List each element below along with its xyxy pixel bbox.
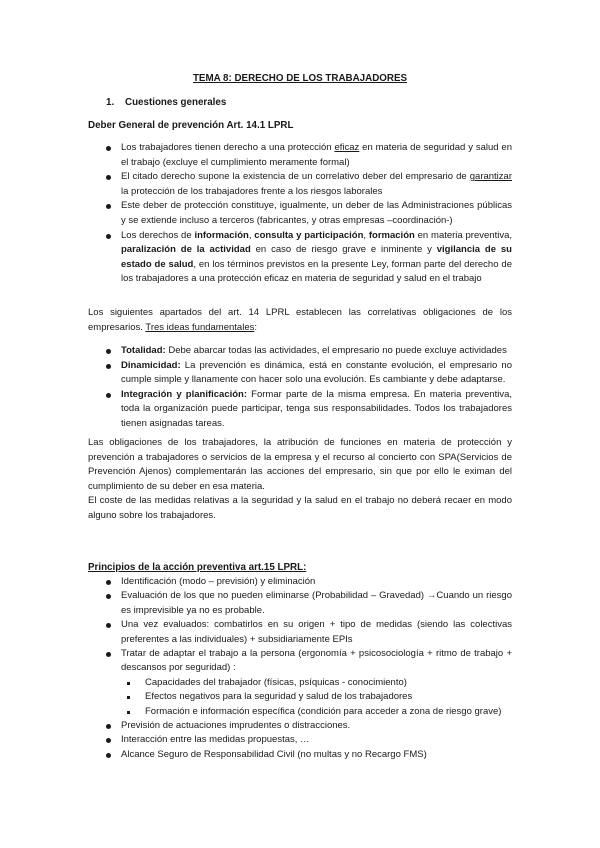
text-span: en materia de seguridad y salud en el trabajo (excluye el cumplimiento meramente formal) <box>121 142 512 168</box>
bold-text: Totalidad: <box>121 345 166 356</box>
paragraph: Las obligaciones de los trabajadores, la atribución de funciones en materia de protección y prevención a trabajadores o servicios de la empresa y el recurso al concierto con SPA(Servicios de Prevención Ajenos) complementarán las acciones del empresario, sin que por ello le eximan del cumplimiento de su deber en esa materia. <box>88 437 512 492</box>
list-item: Este deber de protección constituye, igualmente, un deber de las Administraciones públicas y se extiende incluso a terceros (fabricantes, y otras empresas –coordinación-) <box>103 199 512 228</box>
list-item: Alcance Seguro de Responsabilidad Civil (no multas y no Recargo FMS) <box>103 748 512 762</box>
text-span: , en los términos previstos en la presente Ley, forman parte del derecho de los trabajadores a una protección eficaz en materia de seguridad y salud en el trabajo <box>121 258 512 285</box>
list-item <box>103 344 512 359</box>
bold-text: Integración y planificación: <box>121 388 248 400</box>
text-span: El citado derecho supone la existencia de un correlativo deber del empresario de <box>121 171 470 183</box>
text-span: La prevención es dinámica, está en constante evolución, el empresario no cumple simple y llanamente con hacer solo una evolución. Es cambiante y debe adaptarse. <box>121 359 512 386</box>
list-item <box>103 229 512 287</box>
obligaciones-paragraphs <box>88 436 512 524</box>
list-item: Previsión de actuaciones imprudentes o distracciones. <box>103 719 512 733</box>
text-span: en caso de riesgo grave e inminente y <box>250 244 437 256</box>
principios-list <box>103 575 512 762</box>
text-span: Los derechos de <box>121 229 195 241</box>
text-span: Los siguientes apartados del art. 14 LPRL establecen las correlativas obligaciones de los empresarios. <box>88 307 512 333</box>
deber-general-heading: Deber General de prevención Art. 14.1 LPRL <box>88 120 294 131</box>
list-item <box>103 388 512 432</box>
section-label: Cuestiones generales <box>125 97 227 108</box>
underlined-text: garantizar <box>469 171 512 183</box>
list-item: Identificación (modo – previsión) y eliminación <box>103 575 512 589</box>
sub-list-item: Capacidades del trabajador (físicas, psíquicas - conocimiento) <box>121 676 512 690</box>
text-span: , <box>248 229 255 241</box>
list-item: Interacción entre las medidas propuestas, … <box>103 733 512 747</box>
bold-text: Dinamicidad: <box>121 359 181 371</box>
paragraph: El coste de las medidas relativas a la seguridad y la salud en el trabajo no deberá recaer en modo alguno sobre los trabajadores. <box>88 495 512 521</box>
list-item <box>103 359 512 388</box>
text-span: , <box>363 229 369 241</box>
text-span: Debe abarcar todas las actividades, el empresario no puede excluye actividades <box>165 345 507 356</box>
underlined-text: Tres ideas fundamentales <box>145 321 255 333</box>
bold-text: formación <box>368 229 415 241</box>
text-span: : <box>254 321 257 333</box>
text-span: en materia preventiva, <box>414 229 512 241</box>
principios-heading: Principios de la acción preventiva art.15 LPRL: <box>88 562 307 573</box>
list-item <box>103 170 512 199</box>
principios-sub-list <box>121 676 512 719</box>
list-item: Evaluación de los que no pueden eliminarse (Probabilidad – Gravedad) →Cuando un riesgo es imprevisible ya no es probable. <box>103 589 512 618</box>
bold-text: información <box>194 229 249 241</box>
list-item <box>103 647 512 719</box>
text-span: Formar parte de la misma empresa. En materia preventiva, toda la organización puede participar, tenga sus responsabilidades. Todos los trabajadores tienen asignadas tareas. <box>121 388 512 429</box>
list-item: Una vez evaluados: combatirlos en su origen + tipo de medidas (siendo las colectivas preferentes a las individuales) + subsidiariamente EPIs <box>103 618 512 647</box>
text-span: la protección de los trabajadores frente a los riesgos laborales <box>121 185 383 197</box>
ideas-list <box>103 344 512 432</box>
section-number: 1. <box>106 97 115 108</box>
obligaciones-intro <box>88 306 512 335</box>
document-title: TEMA 8: DERECHO DE LOS TRABAJADORES <box>192 73 408 84</box>
sub-list-item: Formación e información específica (condición para acceder a zona de riesgo grave) <box>121 705 512 719</box>
bold-text: consulta y participación <box>254 229 364 241</box>
bold-text: paralización de la actividad <box>121 244 251 256</box>
sub-list-item: Efectos negativos para la seguridad y salud de los trabajadores <box>121 690 512 704</box>
underlined-text: eficaz <box>334 142 360 153</box>
bold-text: vigilancia de su estado de salud <box>121 244 512 270</box>
section-heading <box>106 96 226 111</box>
text-span: Tratar de adaptar el trabajo a la persona (ergonomía + psicosociología + ritmo de trabajo + descansos por seguridad) : <box>121 648 512 674</box>
deber-general-list <box>103 141 512 287</box>
list-item <box>103 141 512 170</box>
text-span: Los trabajadores tienen derecho a una protección <box>121 142 335 153</box>
